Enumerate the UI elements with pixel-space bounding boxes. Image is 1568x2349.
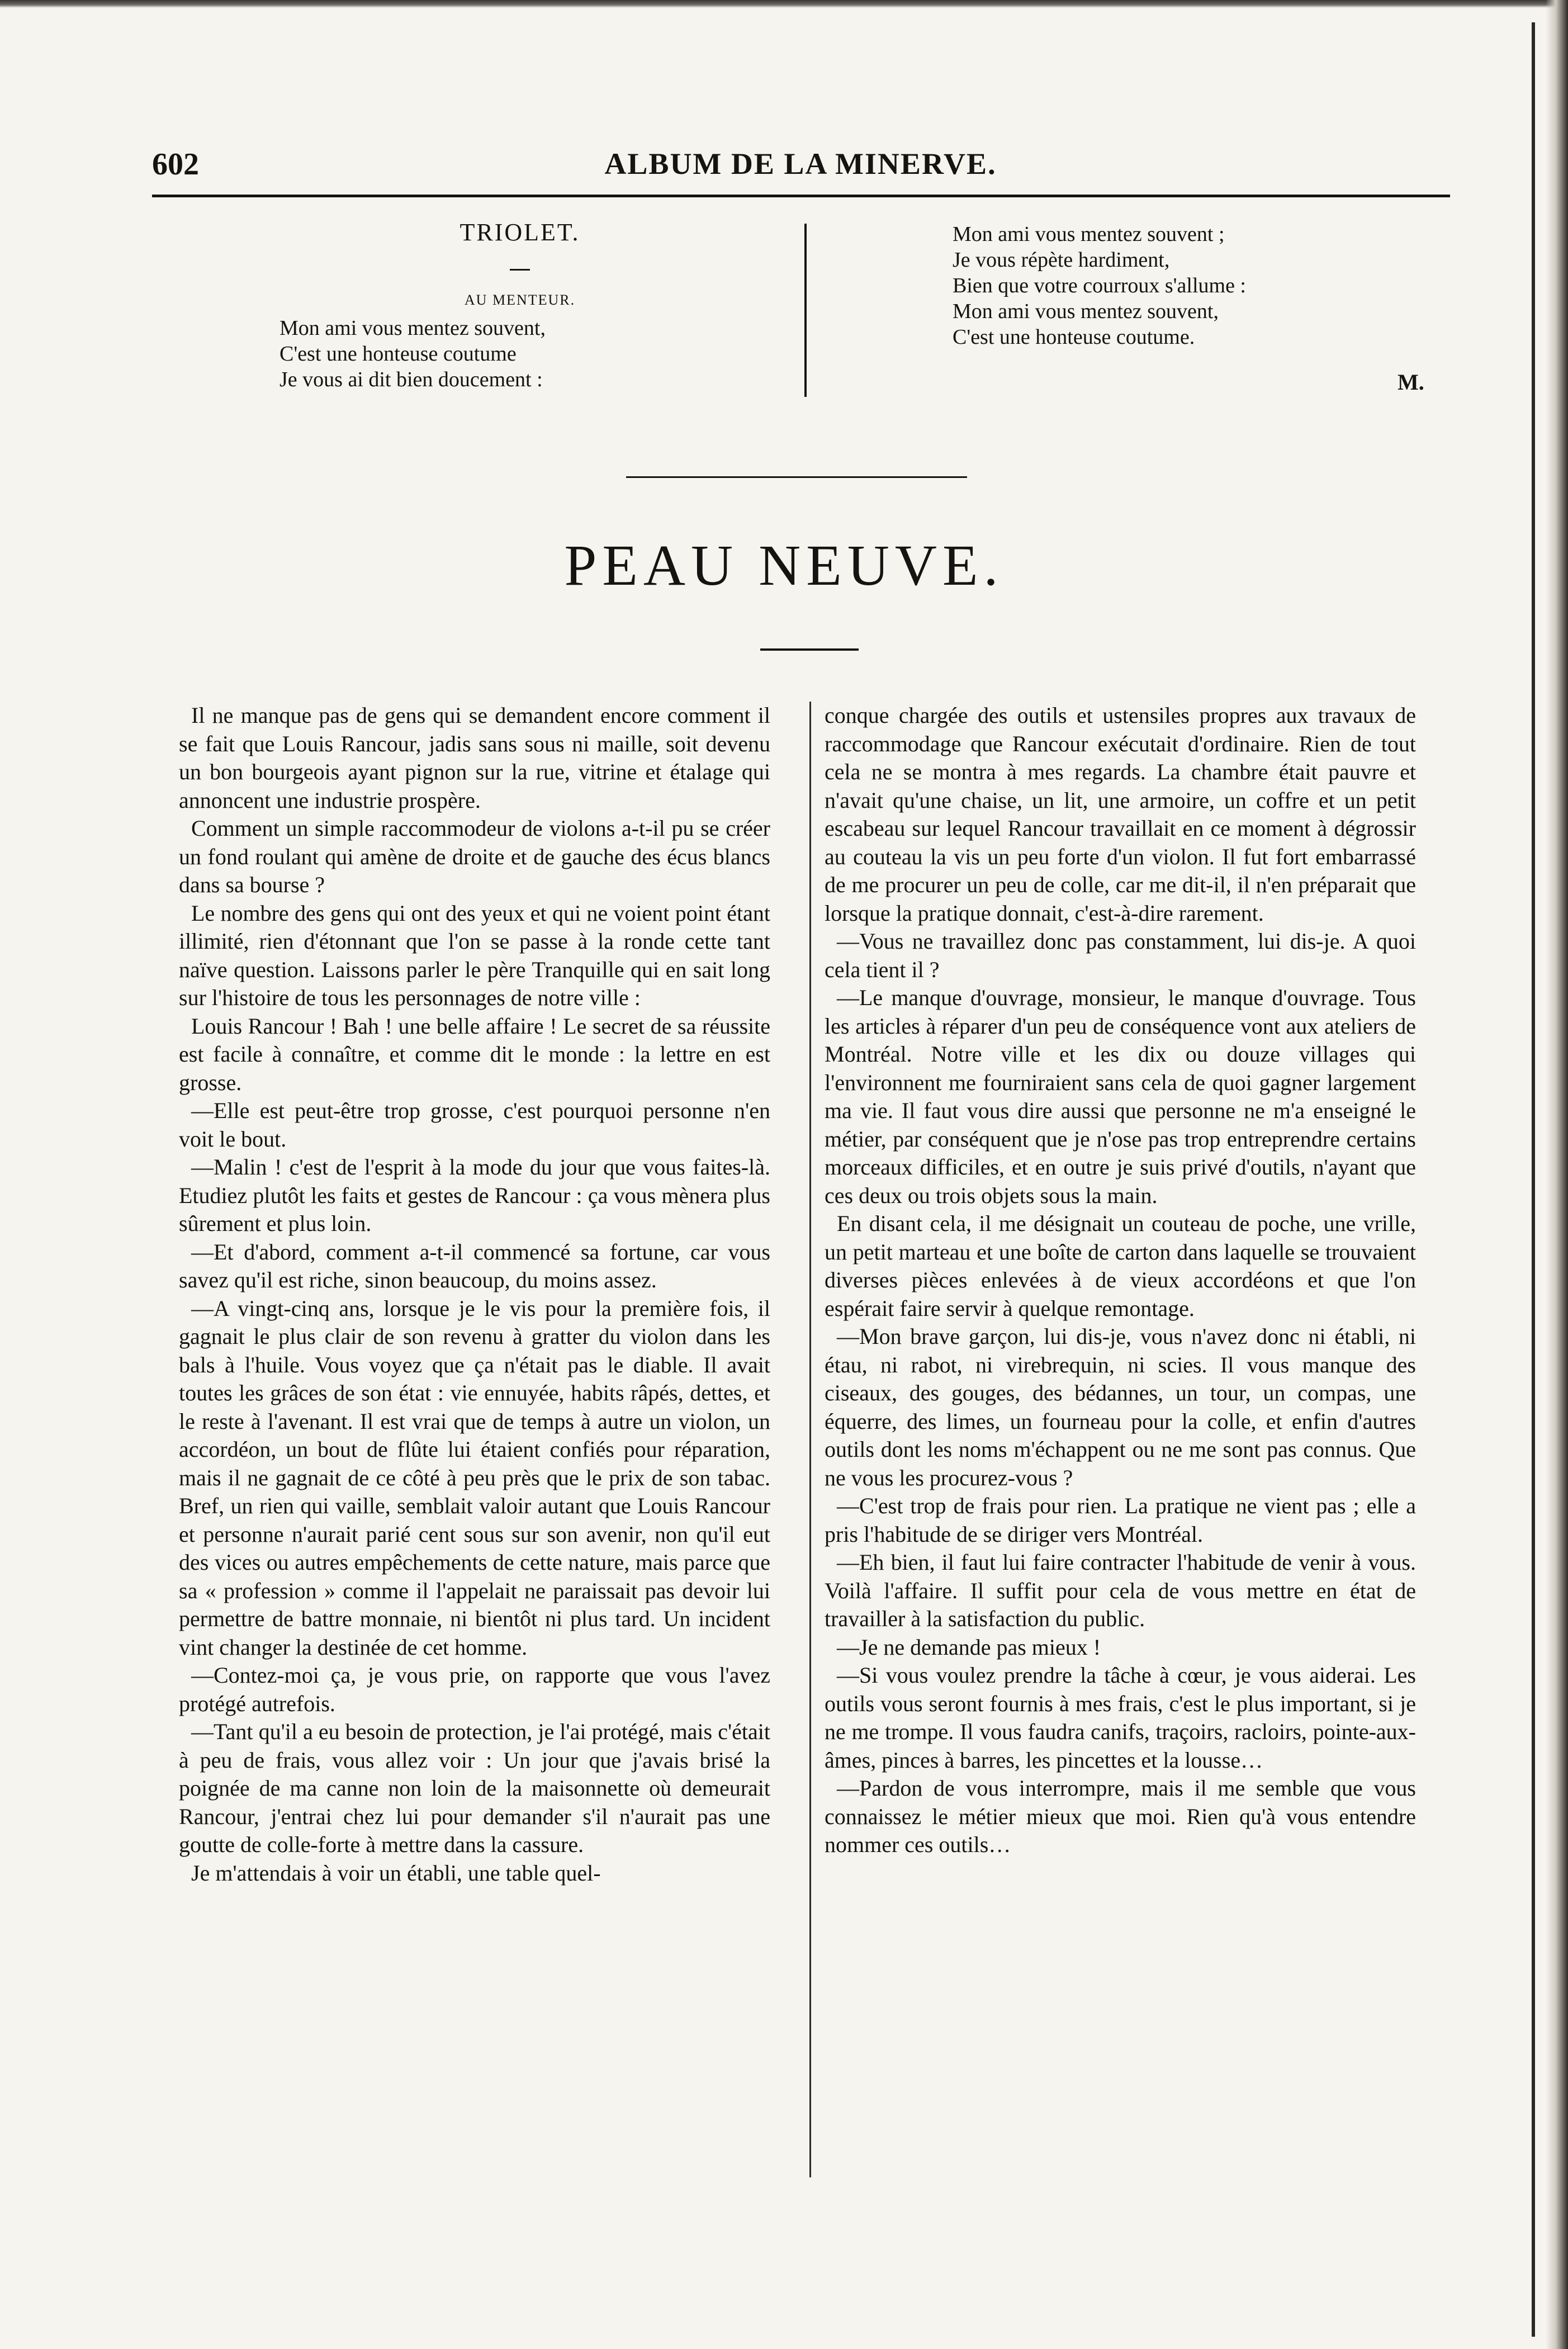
paragraph: En disant cela, il me désignait un couteau de poche, une vrille, un petit marteau et une boîte de carton dans laquelle se trouvaient diverses pièces enlevées à de vieux accordéons et que l'on espérait faire servir à quelque remontage.: [825, 1211, 1416, 1321]
poem-verse: Bien que votre courroux s'allume :: [953, 274, 1246, 297]
paragraph: Le nombre des gens qui ont des yeux et qui ne voient point étant illimité, rien d'étonnant que l'on se passe à la ronde cette tant naïve question. Laissons parler le père Tranquille qui en sait long sur l'histoire de tous les personnages de notre ville :: [179, 900, 770, 1010]
poem-left-verses: [280, 315, 783, 392]
poem-verse: Mon ami vous mentez souvent,: [953, 300, 1219, 323]
paragraph: Comment un simple raccommodeur de violons a-t-il pu se créer un fond roulant qui amène de droite et de gauche des écus blancs dans sa bourse ?: [179, 816, 770, 897]
paragraph: —Le manque d'ouvrage, monsieur, le manque d'ouvrage. Tous les articles à réparer d'un peu de conséquence vont aux ateliers de Montréal. Notre ville et les dix ou douze villages qui l'environnent me fourniraient sans cela de quoi gagner largement ma vie. Il faut vous dire aussi que personne ne m'a enseigné le métier, par conséquent que je n'ose pas trop entreprendre certains morceaux difficiles, et en outre je suis privé d'outils, n'ayant que ces deux ou trois objets sous la main.: [825, 985, 1416, 1208]
poem-verse: Je vous ai dit bien doucement :: [280, 368, 543, 391]
paragraph: Je m'attendais à voir un établi, une table quel-: [191, 1860, 601, 1886]
article-title-dash: [760, 648, 859, 651]
page-number: 602: [152, 147, 199, 182]
paragraph: —C'est trop de frais pour rien. La pratique ne vient pas ; elle a pris l'habitude de se diriger vers Montréal.: [825, 1493, 1416, 1547]
article-title: PEAU NEUVE.: [564, 533, 1004, 598]
header-rule: [152, 195, 1450, 197]
column-divider: [809, 702, 811, 2177]
paragraph: —Si vous voulez prendre la tâche à cœur, je vous aiderai. Les outils vous seront fournis à mes frais, c'est le plus important, si je ne me trompe. Il vous faudra canifs, traçoirs, racloirs, pointe-aux-âmes, pinces à barres, les pincettes et la lousse…: [825, 1663, 1416, 1773]
paragraph: conque chargée des outils et ustensiles propres aux travaux de raccommodage que Rancour exécutait d'ordinaire. Rien de tout cela ne se montra à mes regards. La chambre était pauvre et n'avait qu'une chaise, un lit, une armoire, un coffre et un petit escabeau sur lequel Rancour travaillait en ce moment à dégrossir au couteau la vis un peu forte d'un violon. Il fut fort embarrassé de me procurer un peu de colle, car me dit-il, il n'en préparait que lorsque la pratique donnait, c'est-à-dire rarement.: [825, 703, 1416, 926]
page-binding-edge: [1546, 0, 1568, 2349]
poem-title-dash: [510, 269, 530, 271]
paragraph: —Vous ne travaillez donc pas constamment, lui dis-je. A quoi cela tient il ?: [825, 929, 1416, 982]
binding-line: [1532, 22, 1535, 2337]
paragraph: —Eh bien, il faut lui faire contracter l'habitude de venir à vous. Voilà l'affaire. Il suffit pour cela de vous mettre en état de travailler à la satisfaction du public.: [825, 1550, 1416, 1631]
article-left-column: [179, 702, 770, 1887]
poem-title: TRIOLET.: [459, 219, 580, 246]
section-separator-rule: [626, 476, 967, 478]
paragraph: —Pardon de vous interrompre, mais il me semble que vous connaissez le métier mieux que moi. Rien qu'à vous entendre nommer ces outils…: [825, 1775, 1416, 1857]
paragraph: —Je ne demande pas mieux !: [837, 1634, 1101, 1660]
article-right-column: [825, 702, 1416, 1859]
poem-verse: C'est une honteuse coutume: [280, 342, 517, 366]
poem-right-block: [953, 221, 1444, 350]
paragraph: —Tant qu'il a eu besoin de protection, je l'ai protégé, mais c'était à peu de frais, vous allez voir : Un jour que j'avais brisé la poignée de ma canne non loin de la maisonnette où demeurait Rancour, j'entrai chez lui pour demander s'il n'aurait pas une goutte de colle-forte à mettre dans la cassure.: [179, 1719, 770, 1857]
poem-verse: Mon ami vous mentez souvent,: [280, 316, 546, 340]
paragraph: —Malin ! c'est de l'esprit à la mode du jour que vous faites-là. Etudiez plutôt les faits et gestes de Rancour : ça vous mènera plus sûrement et plus loin.: [179, 1154, 770, 1236]
poem-dedication: AU MENTEUR.: [464, 292, 576, 308]
poem-verse: Je vous répète hardiment,: [953, 248, 1170, 272]
paragraph: Louis Rancour ! Bah ! une belle affaire ! Le secret de sa réussite est facile à connaître, et comme dit le monde : la lettre en est grosse.: [179, 1013, 770, 1095]
paragraph: —Et d'abord, comment a-t-il commencé sa fortune, car vous savez qu'il est riche, sinon beaucoup, du moins assez.: [179, 1239, 770, 1292]
paragraph: —A vingt-cinq ans, lorsque je le vis pour la première fois, il gagnait le plus clair de son revenu à gratter du violon dans les bals à l'huile. Vous voyez que ça n'était pas le diable. Il avait toutes les grâces de son état : vie ennuyée, habits râpés, dettes, et le reste à l'avenant. Il est vrai que de temps à autre un violon, un accordéon, un bout de flûte lui étaient confiés pour réparation, mais il ne gagnait de ce côté à peu près que le prix de son tabac. Bref, un rien qui vaille, semblait valoir autant que Louis Rancour et personne n'aurait parié cent sous sur son avenir, non qu'il eut des vices ou autres empêchements de cette nature, mais parce que sa « profession » comme il l'appelait ne paraissait pas devoir lui permettre de battre monnaie, ni bientôt ni plus tard. Un incident vint changer la destinée de cet homme.: [179, 1295, 770, 1660]
poem-verse: Mon ami vous mentez souvent ;: [953, 222, 1225, 246]
poem-left-block: [280, 218, 783, 392]
page-header: [152, 146, 1449, 186]
running-title: ALBUM DE LA MINERVE.: [604, 147, 997, 181]
poem-signature: M.: [1398, 370, 1424, 395]
page-top-edge: [0, 0, 1568, 8]
paragraph: —Mon brave garçon, lui dis-je, vous n'avez donc ni établi, ni étau, ni rabot, ni virebrequin, ni scies. Il vous manque des ciseaux, des gouges, des bédannes, un tour, un compas, une équerre, des limes, un fourneau pour la colle, et enfin d'autres outils dont les noms m'échappent ou ne me sont pas connus. Que ne vous les procurez-vous ?: [825, 1324, 1416, 1490]
paragraph: Il ne manque pas de gens qui se demandent encore comment il se fait que Louis Rancour, jadis sans sous ni maille, soit devenu un bon bourgeois ayant pignon sur la rue, vitrine et étalage qui annoncent une industrie prospère.: [179, 703, 770, 813]
paragraph: —Elle est peut-être trop grosse, c'est pourquoi personne n'en voit le bout.: [179, 1098, 770, 1152]
poem-verse: C'est une honteuse coutume.: [953, 325, 1195, 349]
paragraph: —Contez-moi ça, je vous prie, on rapporte que vous l'avez protégé autrefois.: [179, 1663, 770, 1716]
poem-column-divider: [804, 224, 807, 397]
